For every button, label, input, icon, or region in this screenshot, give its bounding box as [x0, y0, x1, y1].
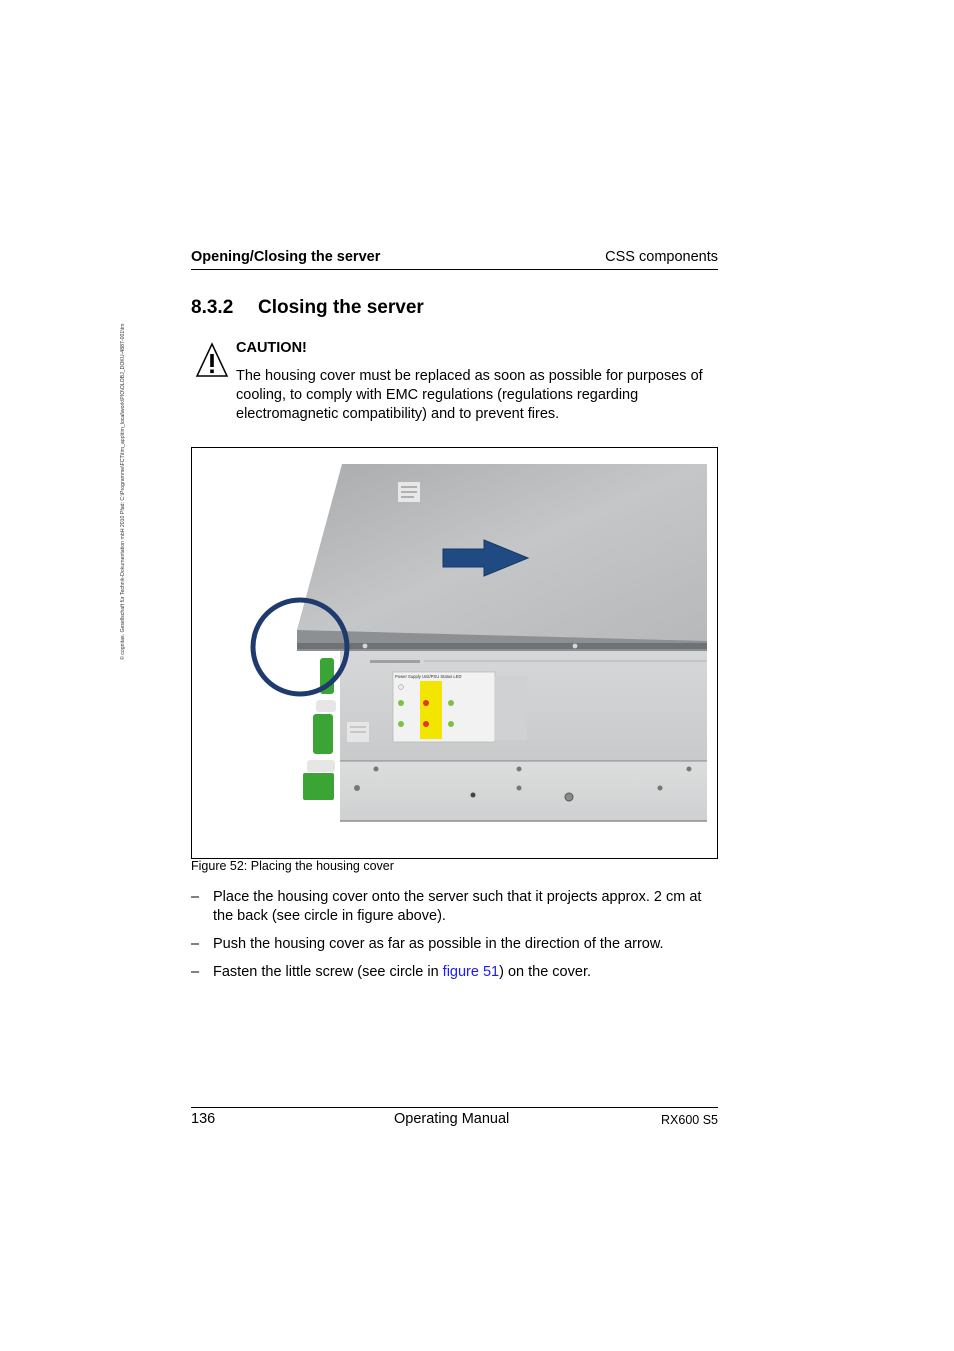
rail-rivet	[573, 644, 578, 649]
chassis-screw	[354, 785, 360, 791]
step-text: Place the housing cover onto the server such that it projects approx. 2 cm at the back (see circle in figure above).	[213, 889, 702, 924]
step-item	[191, 963, 721, 982]
figure-link[interactable]: figure 51	[442, 964, 500, 980]
step-dash: –	[191, 889, 200, 905]
led-green-icon	[399, 685, 404, 690]
step-item	[191, 935, 721, 954]
green-clip	[303, 773, 334, 800]
led-red-icon	[423, 700, 429, 706]
server-illustration	[192, 448, 717, 858]
section-number: 8.3.2	[191, 297, 234, 318]
caution-label: CAUTION!	[236, 340, 307, 356]
header-rule	[191, 269, 718, 270]
chassis-screw	[471, 793, 476, 798]
step-text-before: Fasten the little screw (see circle in	[213, 964, 443, 980]
step-text: Push the housing cover as far as possible in the direction of the arrow.	[213, 936, 664, 952]
figure-caption: Figure 52: Placing the housing cover	[191, 859, 394, 873]
cover-rail	[297, 643, 707, 649]
chassis-screw	[565, 793, 573, 801]
running-header-chapter: Opening/Closing the server	[191, 249, 381, 265]
page-number: 136	[191, 1111, 216, 1127]
led-green-icon	[398, 700, 404, 706]
led-green-icon	[398, 721, 404, 727]
cable-white	[307, 760, 335, 772]
step-item	[191, 888, 721, 926]
step-dash: –	[191, 936, 200, 952]
server-lower-panel	[340, 762, 707, 821]
led-red-icon	[423, 721, 429, 727]
chassis-screw	[658, 786, 663, 791]
section-title: Closing the server	[258, 297, 424, 318]
running-header-section: CSS components	[605, 249, 718, 265]
chassis-screw	[517, 767, 522, 772]
footer-model: RX600 S5	[661, 1113, 718, 1127]
status-label-shadow	[495, 676, 527, 740]
chassis-screw	[374, 767, 379, 772]
side-path-text: © cognitas. Gesellschaft für Technik-Dokumentation mbH 2010 Pfad: C:\Programme\FCT\tim_app\tim_local\work\PIO\OLOBJ_DOKU-4887-001\tm	[120, 323, 126, 660]
green-clip	[313, 714, 333, 754]
warning-triangle-icon	[195, 342, 229, 378]
figure-housing-cover	[191, 447, 718, 859]
section-heading	[191, 297, 424, 319]
chassis-screw	[687, 767, 692, 772]
side-vent-slot	[370, 660, 420, 663]
caution-text: The housing cover must be replaced as soon as possible for purposes of cooling, to comply with EMC regulations (regulations regarding electromagnetic compatibility) and to prevent fires.	[236, 368, 703, 422]
footer-manual: Operating Manual	[394, 1111, 510, 1127]
step-dash: –	[191, 964, 200, 980]
footer-rule	[191, 1107, 718, 1108]
side-path-note	[118, 240, 134, 660]
status-label-title: Power Supply Unit/PSU Status LED	[395, 674, 462, 679]
step-text-after: ) on the cover.	[499, 964, 591, 980]
step-list	[191, 888, 721, 991]
rail-rivet	[363, 644, 368, 649]
status-label-yellow	[420, 681, 442, 739]
cable-white	[316, 700, 336, 712]
led-green-icon	[448, 721, 454, 727]
led-green-icon	[448, 700, 454, 706]
status-label	[393, 672, 495, 742]
chassis-screw	[517, 786, 522, 791]
